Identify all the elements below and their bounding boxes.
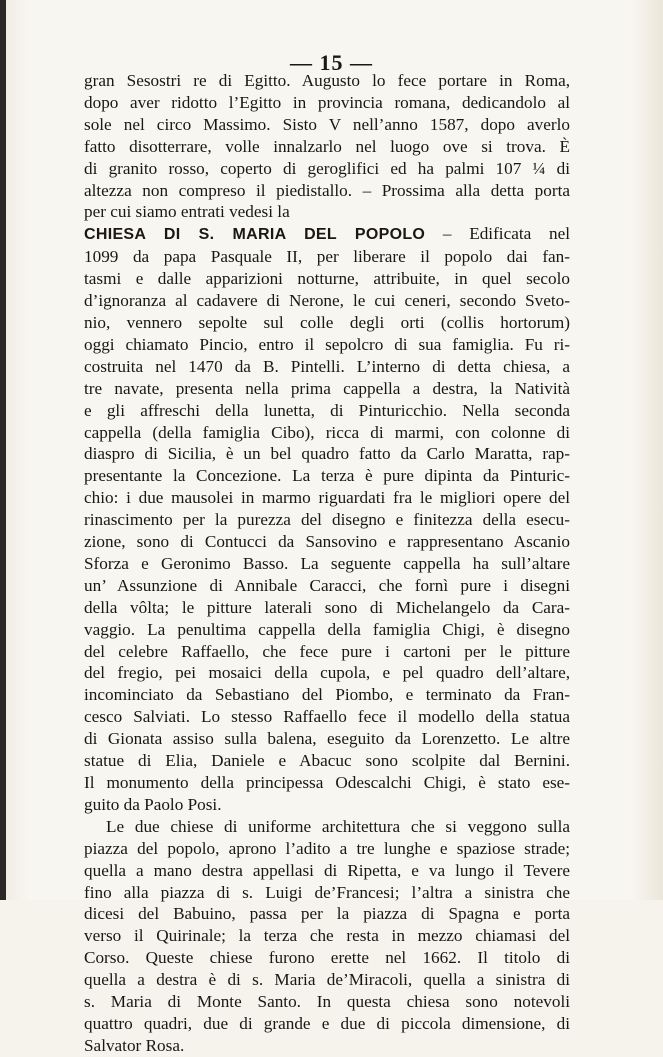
text-line: diaspro di Sicilia, è un bel quadro fatto da Carlo Maratta, rap-	[84, 444, 570, 464]
text-line: 1099 da papa Pasquale II, per liberare il popolo dai fan-	[84, 247, 570, 267]
text-line: statue di Elia, Daniele e Abacuc sono scolpite dal Bernini.	[84, 751, 570, 771]
text-line: fatto disotterrare, volle innalzarlo nel luogo ove si trova. È	[84, 136, 570, 156]
page-body	[84, 70, 570, 1057]
church-title-rest: – Edificata nel	[425, 224, 570, 244]
text-line: tasmi e dalle apparizioni notturne, attribuite, in quel secolo	[84, 269, 570, 289]
text-line: dicesi del Babuino, passa per la piazza di Spagna e porta	[84, 904, 570, 924]
text-line: s. Maria di Monte Santo. In questa chiesa sono notevoli	[84, 992, 570, 1012]
text-line: vaggio. La penultima cappella della famiglia Chigi, è disegno	[84, 619, 570, 639]
text-line: zione, sono di Contucci da Sansovino e rappresentano Ascanio	[84, 532, 570, 552]
text-line: di granito rosso, coperto di geroglifici ed ha palmi 107 ¼ di	[84, 158, 570, 178]
text-line: incominciato da Sebastiano del Piombo, e terminato da Fran-	[84, 685, 570, 705]
text-line: costruita nel 1470 da B. Pintelli. L’interno di detta chiesa, a	[84, 356, 570, 376]
text-line: Corso. Queste chiese furono erette nel 1662. Il titolo di	[84, 948, 570, 968]
text-line: un’ Assunzione di Annibale Caracci, che fornì pure i disegni	[84, 575, 570, 595]
text-line: piazza del popolo, aprono l’adito a tre lunghe e spaziose strade;	[84, 838, 570, 858]
text-line: Il monumento della principessa Odescalchi Chigi, è stato ese-	[84, 773, 570, 792]
text-line: di Gionata assiso sulla balena, eseguito da Lorenzetto. Le altre	[84, 729, 570, 749]
text-line: altezza non compreso il piedistallo. – Prossima alla detta porta	[84, 180, 570, 200]
text-line: presentante la Concezione. La terza è pure dipinta da Pinturic-	[84, 466, 570, 486]
page-edge-shadow	[0, 0, 6, 900]
paragraph-two-churches	[84, 816, 570, 1057]
text-line: guito da Paolo Posi.	[84, 794, 222, 814]
text-line: gran Sesostri re di Egitto. Augusto lo fece portare in Roma,	[84, 71, 570, 90]
text-line: dopo aver ridotto l’Egitto in provincia romana, dedicandolo al	[84, 92, 570, 112]
text-line: Le due chiese di uniforme architettura che si veggono sulla	[106, 816, 570, 836]
text-line: tre navate, presenta nella prima cappella a destra, la Natività	[84, 378, 570, 398]
text-line: sole nel circo Massimo. Sisto V nell’anno 1587, dopo averlo	[84, 114, 570, 134]
text-line: e gli affreschi della lunetta, di Pinturicchio. Nella seconda	[84, 400, 570, 420]
text-line: quella a destra è di s. Maria de’Miracoli, quella a sinistra di	[84, 970, 570, 990]
text-line: cesco Salviati. Lo stesso Raffaello fece il modello della statua	[84, 707, 570, 727]
text-line: nio, vennero sepolte sul colle degli orti (collis hortorum)	[84, 312, 570, 332]
page-number: — 15 —	[290, 50, 373, 75]
text-line: del celebre Raffaello, che fece pure i cartoni per le pitture	[84, 641, 570, 661]
text-line: del fregio, pei mosaici della cupola, e pel quadro dell’altare,	[84, 663, 570, 683]
church-heading-line	[84, 223, 570, 246]
text-line: quattro quadri, due di grande e due di piccola dimensione, di	[84, 1013, 570, 1033]
text-line: oggi chiamato Pincio, entro il sepolcro di sua famiglia. Fu ri-	[84, 334, 570, 354]
text-line: verso il Quirinale; la terza che resta in mezzo chiamasi del	[84, 926, 570, 946]
text-line: quella a mano destra appellasi di Ripetta, e va lungo il Tevere	[84, 860, 570, 880]
text-line: fino alla piazza di s. Luigi de’Francesi; l’altra a sinistra che	[84, 882, 570, 902]
text-line: Sforza e Geronimo Basso. La seguente cappella ha sull’altare	[84, 553, 570, 573]
paragraph-obelisk	[84, 70, 570, 223]
text-line: rinascimento per la purezza del disegno e finitezza della esecu-	[84, 510, 570, 530]
church-title: CHIESA DI S. MARIA DEL POPOLO	[84, 226, 426, 244]
text-line: per cui siamo entrati vedesi la	[84, 202, 290, 222]
text-line: d’ignoranza al cadavere di Nerone, le cui ceneri, secondo Sveto-	[84, 291, 570, 311]
text-line: della vôlta; le pitture laterali sono di Michelangelo da Cara-	[84, 597, 570, 617]
text-line: chio: i due mausolei in marmo riguardati fra le migliori opere del	[84, 488, 570, 508]
text-line: Salvator Rosa.	[84, 1035, 185, 1055]
paragraph-church	[84, 246, 570, 816]
text-line: cappella (della famiglia Cibo), ricca di marmi, con colonne di	[84, 422, 570, 442]
